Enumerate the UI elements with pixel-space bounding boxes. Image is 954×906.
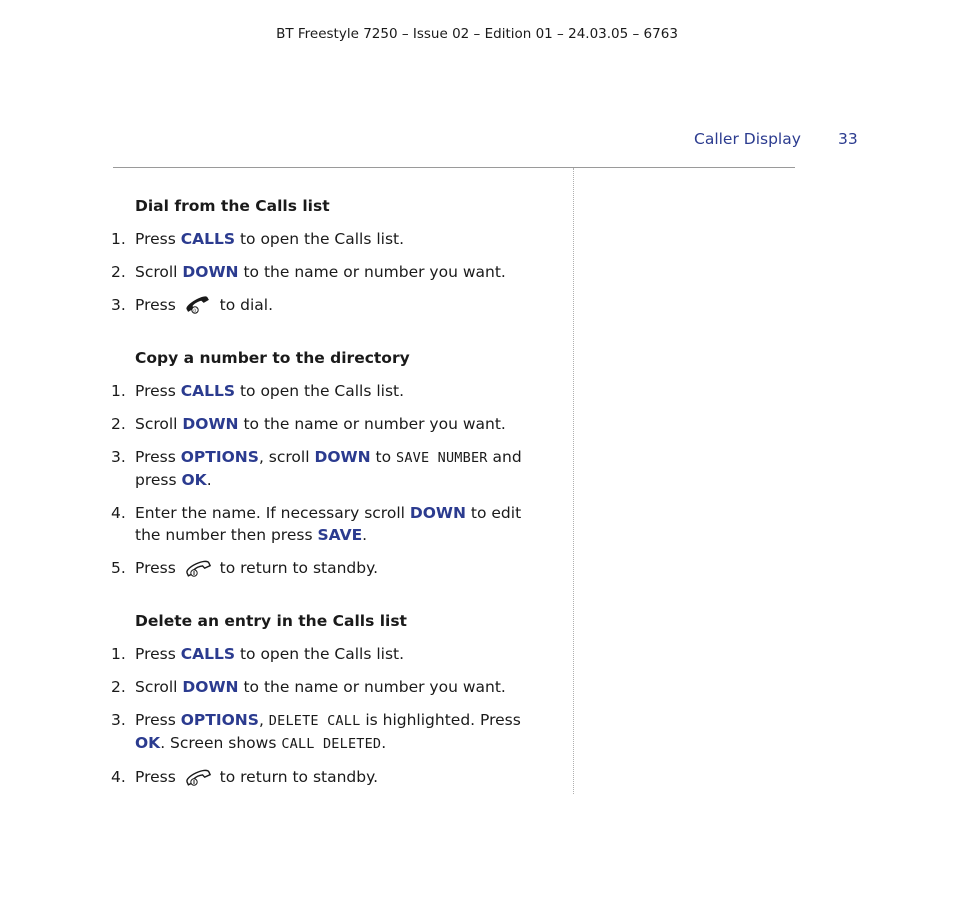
section-title: Dial from the Calls list [135, 197, 330, 215]
step-number: 4. [111, 768, 126, 786]
step-number: 5. [111, 559, 126, 577]
step-text: Press [135, 230, 181, 248]
list-item [111, 557, 551, 579]
running-head: Caller Display [694, 130, 801, 148]
step-text: Press [135, 645, 181, 663]
end-call-button-icon [183, 557, 213, 579]
section-copy-to-directory [111, 347, 551, 579]
section-dial-from-calls [111, 195, 551, 316]
header-rule [113, 167, 795, 168]
step-text: Scroll [135, 678, 183, 696]
step-text: . [381, 734, 387, 752]
step-text: to edit the number then press [135, 504, 522, 544]
list-item [111, 446, 551, 491]
step-text: . [206, 471, 212, 489]
step-text: to open the Calls list. [235, 382, 405, 400]
list-item [111, 709, 551, 755]
step-text: to dial. [214, 296, 274, 314]
list-item [111, 228, 551, 250]
list-item [111, 643, 551, 665]
list-item [111, 766, 551, 788]
section-title: Copy a number to the directory [135, 349, 410, 367]
page-number: 33 [838, 130, 858, 148]
step-number: 2. [111, 678, 126, 696]
step-number: 2. [111, 415, 126, 433]
key-label: DOWN [409, 504, 466, 522]
key-label: OPTIONS [180, 711, 259, 729]
key-label: DOWN [314, 448, 371, 466]
list-item [111, 413, 551, 435]
step-number: 3. [111, 711, 126, 729]
step-text: . [362, 526, 368, 544]
step-number: 3. [111, 448, 126, 466]
display-text: SAVE NUMBER [396, 450, 488, 466]
step-text: to open the Calls list. [235, 230, 405, 248]
step-text: and press [135, 448, 522, 489]
key-label: DOWN [182, 263, 239, 281]
step-number: 4. [111, 504, 126, 522]
section-title: Delete an entry in the Calls list [135, 612, 407, 630]
step-text: Press [135, 768, 181, 786]
step-text: to return to standby. [214, 559, 378, 577]
step-text: . Screen shows [160, 734, 282, 752]
print-line: BT Freestyle 7250 – Issue 02 – Edition 01 – 24.03.05 – 6763 [276, 26, 678, 42]
list-item [111, 502, 551, 546]
step-text: to open the Calls list. [235, 645, 405, 663]
key-label: CALLS [180, 382, 236, 400]
step-text: to the name or number you want. [238, 415, 506, 433]
step-text: to return to standby. [214, 768, 378, 786]
svg-text:((: (( [192, 309, 197, 314]
key-label: OPTIONS [180, 448, 259, 466]
list-item [111, 294, 551, 316]
step-text: to the name or number you want. [238, 263, 506, 281]
key-label: SAVE [317, 526, 363, 544]
step-text: is highlighted. Press [360, 711, 521, 729]
main-content [111, 195, 551, 799]
column-divider [573, 168, 574, 794]
key-label: DOWN [182, 415, 239, 433]
list-item [111, 261, 551, 283]
key-label: CALLS [180, 230, 236, 248]
section-delete-entry [111, 610, 551, 788]
step-text: Press [135, 559, 181, 577]
key-label: OK [135, 734, 161, 752]
step-text: Press [135, 711, 181, 729]
step-text: , scroll [258, 448, 315, 466]
step-number: 2. [111, 263, 126, 281]
display-text: DELETE CALL [268, 713, 361, 729]
step-number: 1. [111, 382, 126, 400]
end-call-button-icon [183, 766, 213, 788]
step-text: , [258, 711, 269, 729]
step-text: Scroll [135, 415, 183, 433]
step-text: Press [135, 448, 181, 466]
step-text: to [370, 448, 396, 466]
list-item [111, 676, 551, 698]
key-label: DOWN [182, 678, 239, 696]
key-label: CALLS [180, 645, 236, 663]
talk-button-icon [183, 294, 213, 316]
step-text: Enter the name. If necessary scroll [135, 504, 410, 522]
step-number: 1. [111, 645, 126, 663]
step-number: 1. [111, 230, 126, 248]
step-text: to the name or number you want. [238, 678, 506, 696]
step-text: Scroll [135, 263, 183, 281]
key-label: OK [181, 471, 207, 489]
list-item [111, 380, 551, 402]
display-text: CALL DELETED [281, 736, 382, 752]
step-text: Press [135, 296, 181, 314]
step-text: Press [135, 382, 181, 400]
step-number: 3. [111, 296, 126, 314]
